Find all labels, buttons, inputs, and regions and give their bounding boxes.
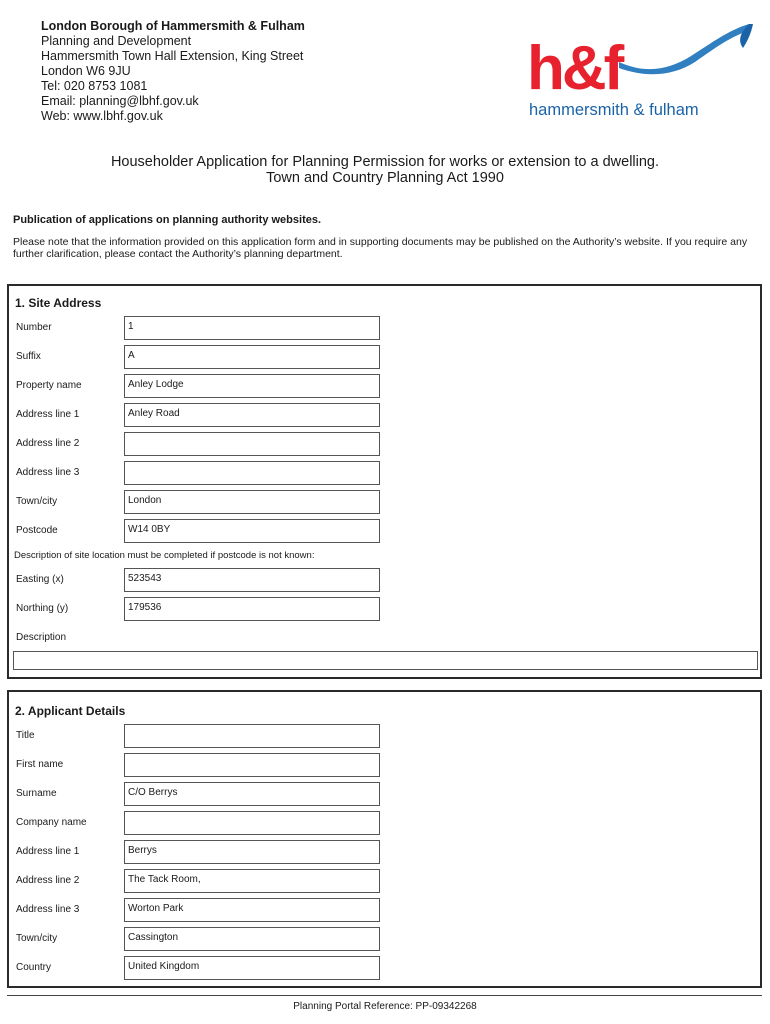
field-label: Northing (y) [16,603,69,614]
applicant-details-section [7,690,762,988]
field-label: Number [16,322,52,333]
field-row [9,519,760,543]
address-line-1-field[interactable]: Berrys [124,840,380,864]
org-line: Tel: 020 8753 1081 [41,79,148,93]
ribbon-swoosh-icon [617,18,757,78]
description-field[interactable] [13,651,758,670]
form-title-line: Householder Application for Planning Permission for works or extension to a dwelling. [110,154,660,170]
field-row [9,461,760,485]
country-field[interactable]: United Kingdom [124,956,380,980]
field-label: Town/city [16,496,58,507]
property-name-field[interactable]: Anley Lodge [124,374,380,398]
field-row [9,316,760,340]
org-line: Web: www.lbhf.gov.uk [41,109,163,123]
section-heading: 2. Applicant Details [15,704,126,718]
easting-field[interactable]: 523543 [124,568,380,592]
organisation-address [41,19,305,124]
field-row [9,898,760,922]
field-label: Address line 3 [16,467,80,478]
site-address-section [7,284,762,679]
field-row [9,403,760,427]
field-label: Address line 1 [16,409,80,420]
field-row [9,432,760,456]
portal-reference: Planning Portal Reference: PP-09342268 [293,1001,477,1012]
section-heading: 1. Site Address [15,296,102,310]
number-field[interactable]: 1 [124,316,380,340]
northing-field[interactable]: 179536 [124,597,380,621]
field-label: Address line 2 [16,438,80,449]
field-label: Address line 3 [16,904,80,915]
field-label: Postcode [16,525,58,536]
town-city-field[interactable]: London [124,490,380,514]
first-name-field[interactable] [124,753,380,777]
field-label: Property name [16,380,82,391]
field-label: Company name [16,817,87,828]
company-name-field[interactable] [124,811,380,835]
field-label: Description [16,632,67,643]
logo-monogram: h&f [527,34,622,103]
field-label: Surname [16,788,57,799]
field-label: Suffix [16,351,41,362]
field-label: Country [16,962,52,973]
logo-wordmark: hammersmith & fulham [529,101,699,119]
address-line-3-field[interactable] [124,461,380,485]
council-logo [527,18,757,122]
address-line-2-field[interactable] [124,432,380,456]
field-label: Title [16,730,35,741]
address-line-2-field[interactable]: The Tack Room, [124,869,380,893]
location-note: Description of site location must be completed if postcode is not known: [14,550,315,561]
field-row [9,782,760,806]
field-label: Address line 2 [16,875,80,886]
organisation-name: London Borough of Hammersmith & Fulham [41,19,305,33]
field-row [9,626,760,650]
org-line: Email: planning@lbhf.gov.uk [41,94,199,108]
org-line: Planning and Development [41,34,192,48]
field-row [9,927,760,951]
field-row [9,840,760,864]
publication-heading: Publication of applications on planning authority websites. [13,214,322,226]
postcode-field[interactable]: W14 0BY [124,519,380,543]
town-city-field[interactable]: Cassington [124,927,380,951]
field-row [9,597,760,621]
field-row [9,724,760,748]
field-label: First name [16,759,64,770]
form-subtitle-line: Town and Country Planning Act 1990 [266,170,504,186]
field-row [9,753,760,777]
surname-field[interactable]: C/O Berrys [124,782,380,806]
field-label: Town/city [16,933,58,944]
publication-note: Please note that the information provided on this application form and in supporting documents may be published on the Authority’s website. If you require any further clarification, please contact the Authority’s planning department. [13,236,748,260]
field-row [9,490,760,514]
address-line-3-field[interactable]: Worton Park [124,898,380,922]
field-row [9,956,760,980]
footer-divider [7,995,762,996]
field-row [9,374,760,398]
title-field[interactable] [124,724,380,748]
org-line: London W6 9JU [41,64,131,78]
field-row [9,568,760,592]
field-label: Easting (x) [16,574,64,585]
field-row [9,811,760,835]
org-line: Hammersmith Town Hall Extension, King Street [41,49,304,63]
field-label: Address line 1 [16,846,80,857]
field-row [9,869,760,893]
field-row [9,345,760,369]
address-line-1-field[interactable]: Anley Road [124,403,380,427]
form-title [0,154,770,186]
suffix-field[interactable]: A [124,345,380,369]
